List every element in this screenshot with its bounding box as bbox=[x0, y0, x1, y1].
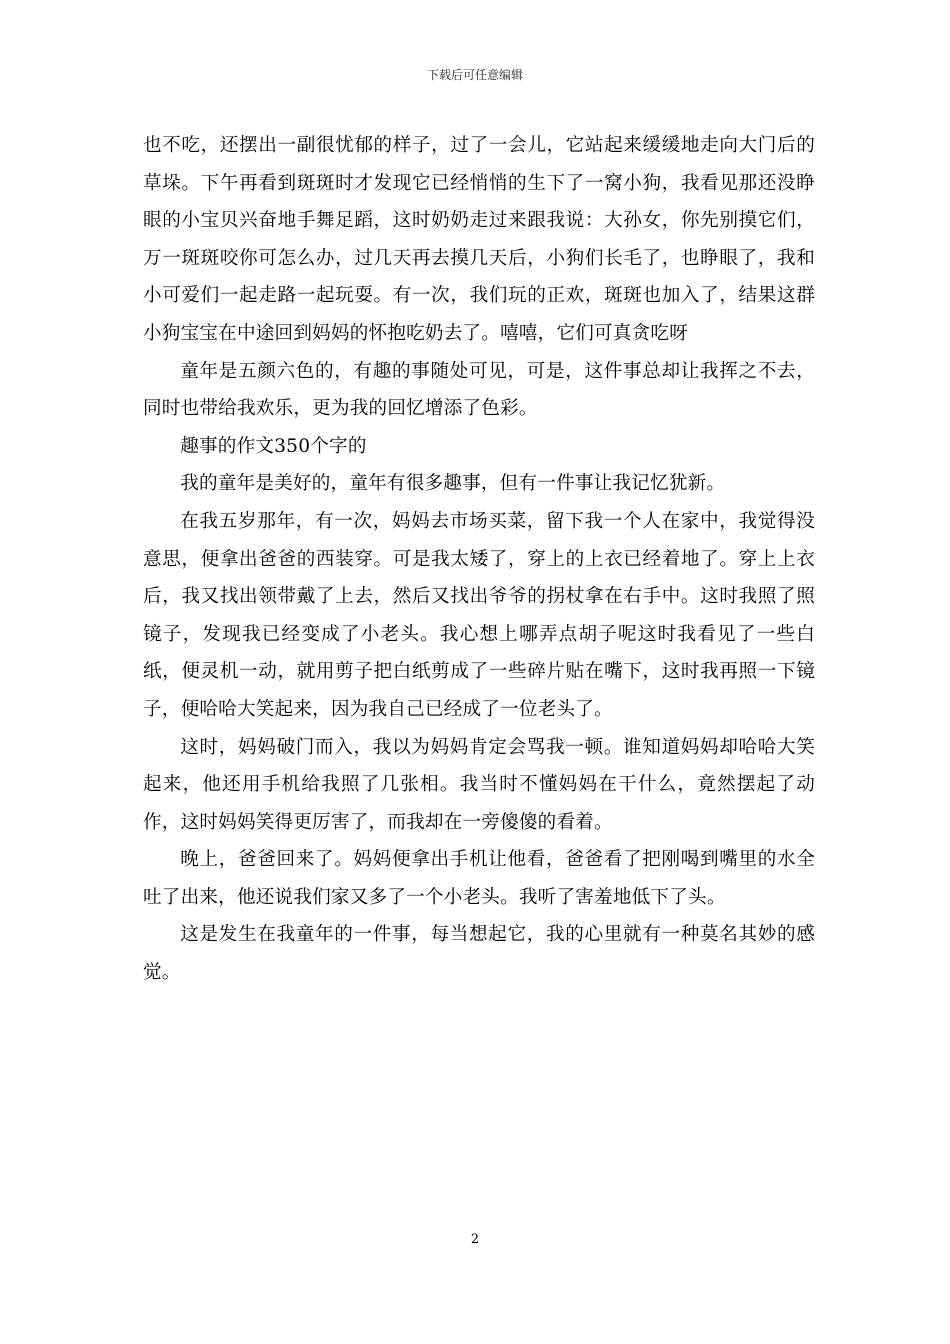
paragraph: 这时，妈妈破门而入，我以为妈妈肯定会骂我一顿。谁知道妈妈却哈哈大笑起来，他还用手机给我照了几张相。我当时不懂妈妈在干什么，竟然摆起了动作，这时妈妈笑得更厉害了，而我却在一旁傻傻的看着。 bbox=[143, 736, 815, 833]
paragraph: 童年是五颜六色的，有趣的事随处可见，可是，这件事总却让我挥之不去，同时也带给我欢乐，更为我的回忆增添了色彩。 bbox=[143, 360, 815, 420]
paragraph: 晚上，爸爸回来了。妈妈便拿出手机让他看，爸爸看了把刚喝到嘴里的水全吐了出来，他还说我们家又多了一个小老头。我听了害羞地低下了头。 bbox=[143, 849, 815, 908]
page-header: 下载后可任意编辑 bbox=[426, 68, 523, 82]
section-heading: 趣事的作文350个字的 bbox=[180, 435, 367, 457]
paragraph: 在我五岁那年，有一次，妈妈去市场买菜，留下我一个人在家中，我觉得没意思，便拿出爸爸的西装穿。可是我太矮了，穿上的上衣已经着地了。穿上上衣后，我又找出领带戴了上去，然后又找出爷爷的拐杖拿在右手中。这时我照了照镜子，发现我已经变成了小老头。我心想上哪弄点胡子呢这时我看见了一些白纸，便灵机一动，就用剪子把白纸剪成了一些碎片贴在嘴下，这时我再照一下镜子，便哈哈大笑起来，因为我自己已经成了一位老头了。 bbox=[143, 510, 815, 720]
paragraph: 也不吃，还摆出一副很忧郁的样子，过了一会儿，它站起来缓缓地走向大门后的草垛。下午再看到斑斑时才发现它已经悄悄的生下了一窝小狗，我看见那还没睁眼的小宝贝兴奋地手舞足蹈，这时奶奶走过来跟我说：大孙女，你先别摸它们，万一斑斑咬你可怎么办，过几天再去摸几天后，小狗们长毛了，也睁眼了，我和小可爱们一起走路一起玩耍。有一次，我们玩的正欢，斑斑也加入了，结果这群小狗宝宝在中途回到妈妈的怀抱吃奶去了。嘻嘻，它们可真贪吃呀 bbox=[143, 135, 815, 344]
paragraph: 这是发生在我童年的一件事，每当想起它，我的心里就有一种莫名其妙的感觉。 bbox=[143, 924, 815, 984]
page-number: 2 bbox=[470, 1232, 480, 1247]
paragraph: 我的童年是美好的，童年有很多趣事，但有一件事让我记忆犹新。 bbox=[180, 473, 726, 495]
document-body bbox=[143, 127, 815, 992]
